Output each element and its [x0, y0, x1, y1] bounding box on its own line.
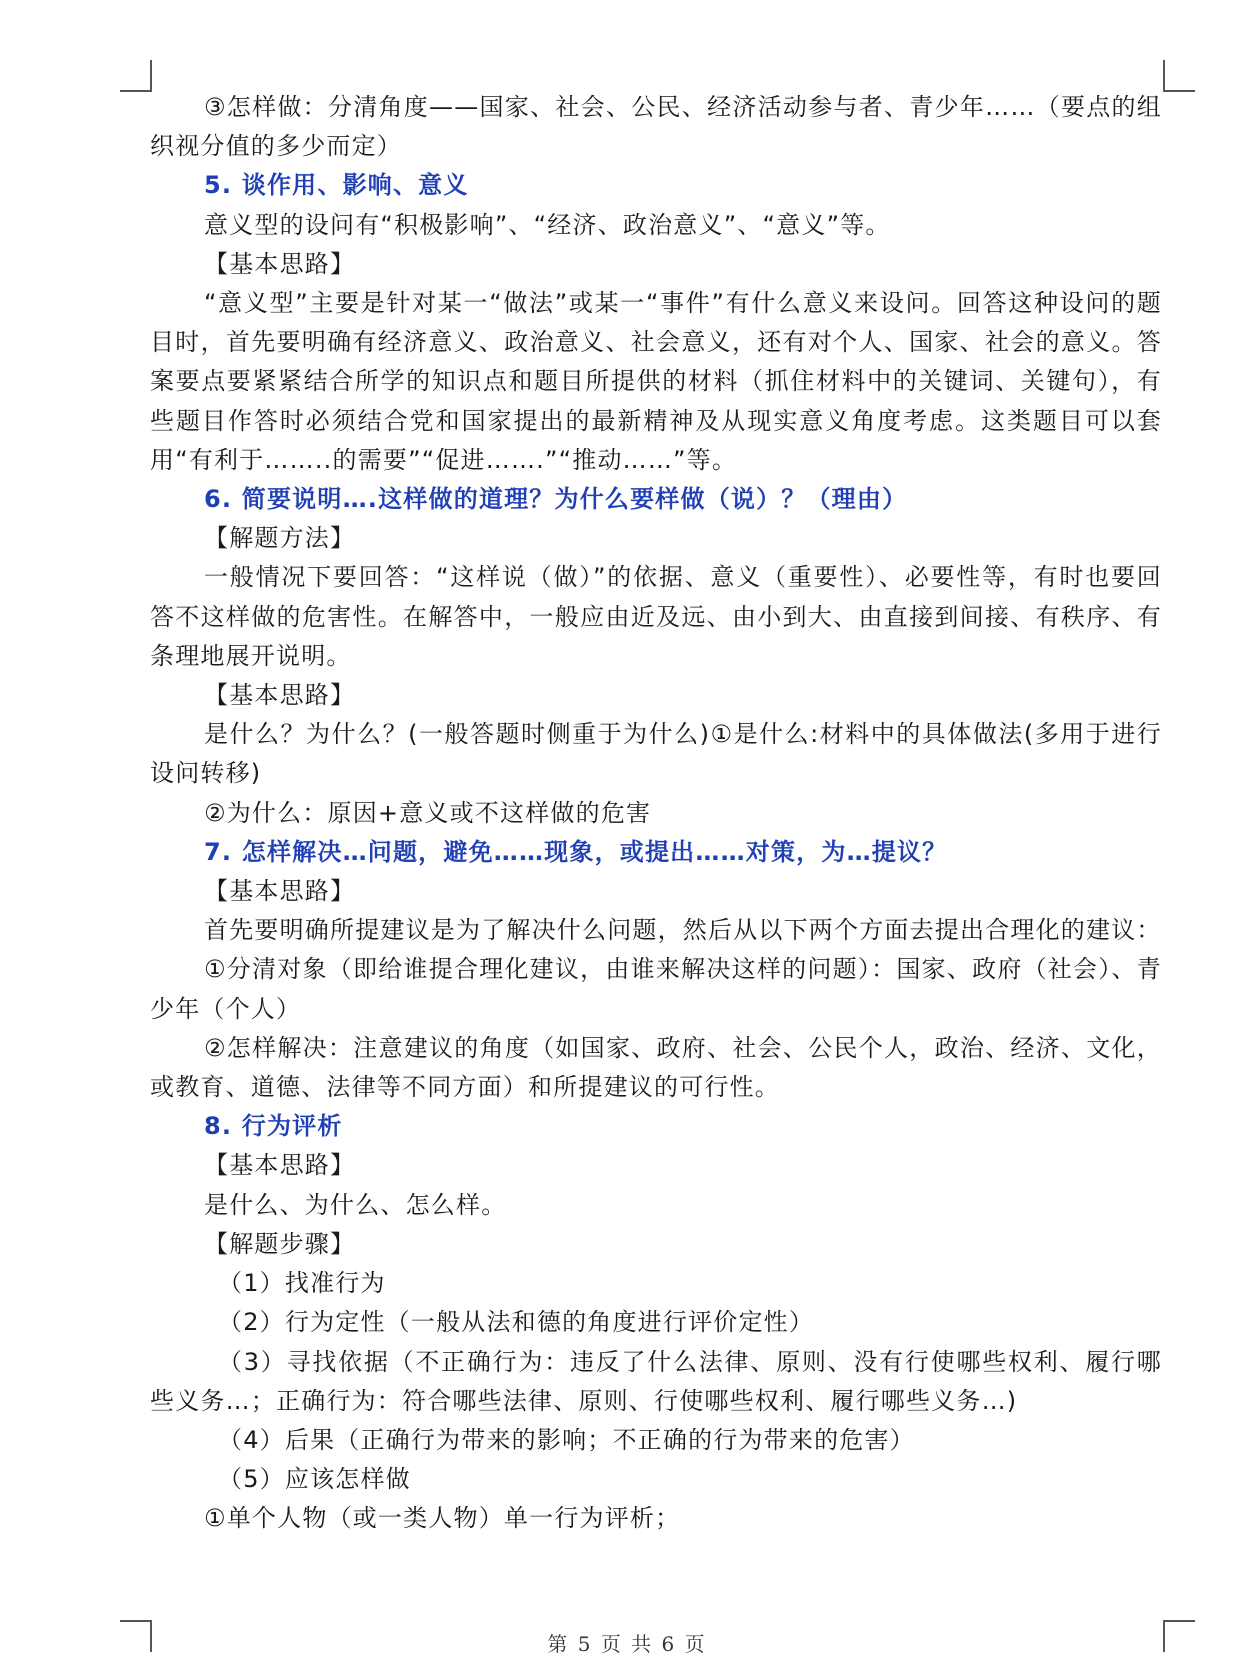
step-item: （4）后果（正确行为带来的影响；不正确的行为带来的危害）: [218, 1425, 915, 1454]
section-heading-6: 6. 简要说明….这样做的道理？为什么要样做（说）？（理由）: [204, 485, 908, 514]
paragraph: ①分清对象（即给谁提合理化建议，由谁来解决这样的问题）：国家、政府（社会）、青少年（个人）: [150, 955, 1162, 1023]
paragraph: 首先要明确所提建议是为了解决什么问题，然后从以下两个方面去提出合理化的建议：: [204, 916, 1162, 945]
paragraph: 是什么、为什么、怎么样。: [204, 1190, 507, 1219]
step-item: （5）应该怎样做: [218, 1465, 411, 1494]
subheading-label: 【基本思路】: [204, 249, 356, 278]
paragraph: ②为什么：原因+意义或不这样做的危害: [204, 798, 652, 827]
section-heading-7: 7. 怎样解决…问题，避免……现象，或提出……对策，为…提议？: [204, 837, 948, 866]
crop-mark-top-left: [120, 60, 152, 92]
step-item: （3）寻找依据（不正确行为：违反了什么法律、原则、没有行使哪些权利、履行哪些义务…；正确行为：符合哪些法律、原则、行使哪些权利、履行哪些义务…): [150, 1347, 1162, 1415]
paragraph: ②怎样解决：注意建议的角度（如国家、政府、社会、公民个人，政治、经济、文化，或教育、道德、法律等不同方面）和所提建议的可行性。: [150, 1033, 1162, 1102]
subheading-label: 【基本思路】: [204, 681, 356, 710]
paragraph: “意义型”主要是针对某一“做法”或某一“事件”有什么意义来设问。回答这种设问的题目时，首先要明确有经济意义、政治意义、社会意义，还有对个人、国家、社会的意义。答案要点要紧紧结合所学的知识点和题目所提供的材料（抓住材料中的关键词、关键句），有些题目作答时必须结合党和国家提出的最新精神及从现实意义角度考虑。这类题目可以套用“有利于……..的需要”“促进…….”“推动……”等。: [150, 289, 1162, 474]
section-heading-5: 5. 谈作用、影响、意义: [204, 171, 469, 200]
subheading-label: 【基本思路】: [204, 877, 356, 906]
paragraph: 意义型的设问有“积极影响”、“经济、政治意义”、“意义”等。: [204, 210, 891, 239]
paragraph: ③怎样做：分清角度——国家、社会、公民、经济活动参与者、青少年……（要点的组织视分值的多少而定）: [150, 93, 1162, 161]
paragraph: 是什么？为什么？(一般答题时侧重于为什么)①是什么:材料中的具体做法(多用于进行设问转移): [150, 720, 1162, 788]
crop-mark-top-right: [1163, 60, 1195, 92]
paragraph: 一般情况下要回答：“这样说（做）”的依据、意义（重要性）、必要性等，有时也要回答不这样做的危害性。在解答中，一般应由近及远、由小到大、由直接到间接、有秩序、有条理地展开说明。: [150, 563, 1162, 670]
step-item: （2）行为定性（一般从法和德的角度进行评价定性）: [218, 1308, 815, 1337]
subheading-label: 【解题步骤】: [204, 1229, 356, 1258]
page-number-footer: 第 5 页 共 6 页: [547, 1632, 707, 1656]
subheading-label: 【解题方法】: [204, 524, 356, 553]
document-body: [150, 88, 1162, 1539]
paragraph: ①单个人物（或一类人物）单一行为评析；: [204, 1504, 681, 1533]
step-item: （1）找准行为: [218, 1269, 386, 1298]
subheading-label: 【基本思路】: [204, 1151, 356, 1180]
section-heading-8: 8. 行为评析: [204, 1112, 343, 1141]
